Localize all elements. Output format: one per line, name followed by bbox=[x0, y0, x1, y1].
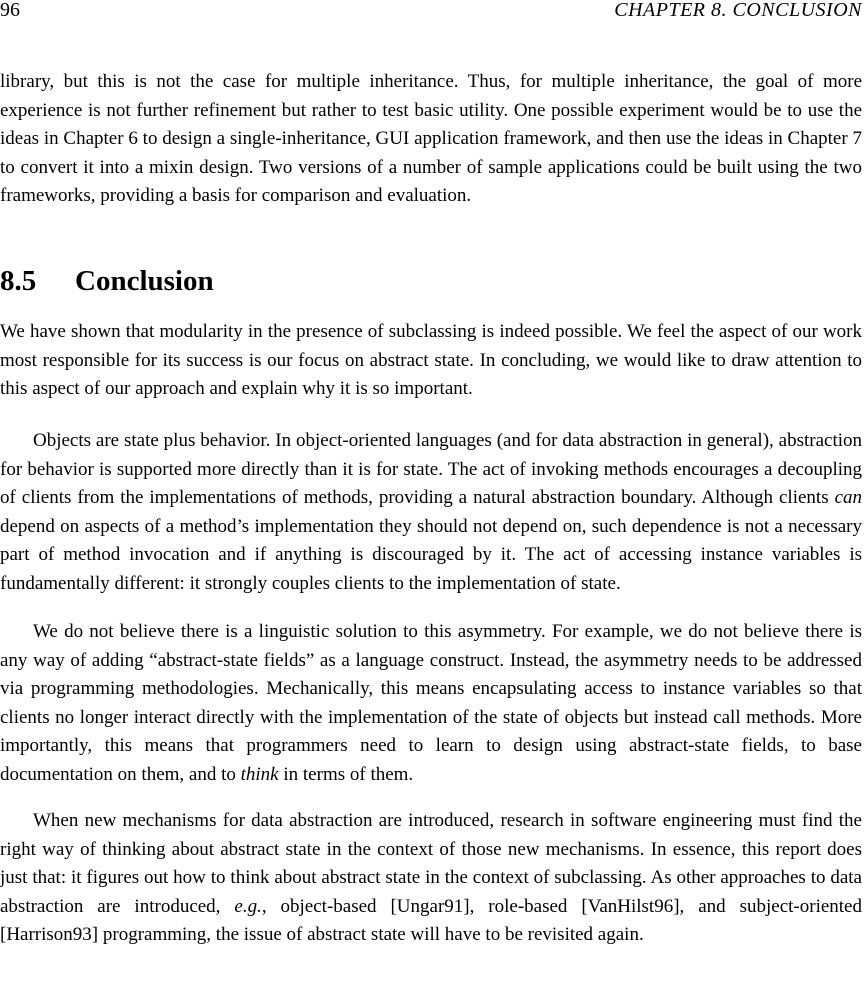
page-number: 96 bbox=[0, 0, 20, 21]
section-number: 8.5 bbox=[0, 265, 37, 297]
paragraph-linguistic bbox=[0, 618, 862, 790]
paragraph-text: Objects are state plus behavior. In object-oriented languages (and for data abstraction in general), abstraction for behavior is supported more directly than it is for state. The act of invoking methods encourages a decoupling of clients from the implementations of methods, providing a natural abstraction boundary. Although clients bbox=[0, 430, 862, 509]
paragraph-text: in terms of them. bbox=[278, 763, 414, 785]
paragraph-text: We do not believe there is a linguistic solution to this asymmetry. For example, we do not believe there is any way of adding “abstract-state fields” as a language construct. Instead, the asymmetry needs to be addressed via programming methodologies. Mechanically, this means encapsulating access to instance variables so that clients no longer interact directly with the implementation of the state of objects but instead call methods. More importantly, this means that programmers need to learn to design using abstract-state fields, to base documentation on them, and to bbox=[0, 621, 862, 785]
running-head: CHAPTER 8. CONCLUSION bbox=[614, 0, 862, 21]
section-title: Conclusion bbox=[75, 265, 214, 297]
paragraph-continuation: library, but this is not the case for multiple inheritance. Thus, for multiple inheritance, the goal of more experience is not further refinement but rather to test basic utility. One possible experiment would be to use the ideas in Chapter 6 to design a single-inheritance, GUI application framework, and then use the ideas in Chapter 7 to convert it into a mixin design. Two versions of a number of sample applications could be built using the two frameworks, providing a basis for comparison and evaluation. bbox=[0, 71, 862, 207]
paragraph-intro: We have shown that modularity in the presence of subclassing is indeed possible. We feel the aspect of our work most responsible for its success is our focus on abstract state. In concluding, we would like to draw attention to this aspect of our approach and explain why it is so important. bbox=[0, 321, 862, 400]
emphasis-text: e.g. bbox=[234, 895, 262, 917]
page-header bbox=[0, 0, 862, 24]
paragraph-new-mechanisms bbox=[0, 807, 862, 950]
paragraph-text: depend on aspects of a method’s implementation they should not depend on, such dependence is not a necessary part of method invocation and if anything is discouraged by it. The act of accessing instance variables is fundamentally different: it strongly couples clients to the implementation of state. bbox=[0, 515, 862, 594]
paragraph-text: , object-based [Ungar91], role-based [VanHilst96], and subject-oriented [Harrison93] programming, the issue of abstract state will have to be revisited again. bbox=[0, 895, 862, 946]
emphasis-text: can bbox=[834, 487, 862, 509]
emphasis-text: think bbox=[240, 763, 279, 785]
paragraph-text: When new mechanisms for data abstraction are introduced, research in software engineering must find the right way of thinking about abstract state in the context of those new mechanisms. In essence, this report does just that: it figures out how to think about abstract state in the context of subclassing. As other approaches to data abstraction are introduced, bbox=[0, 810, 862, 917]
section-heading bbox=[0, 262, 214, 300]
paragraph-state-behavior bbox=[0, 427, 862, 599]
